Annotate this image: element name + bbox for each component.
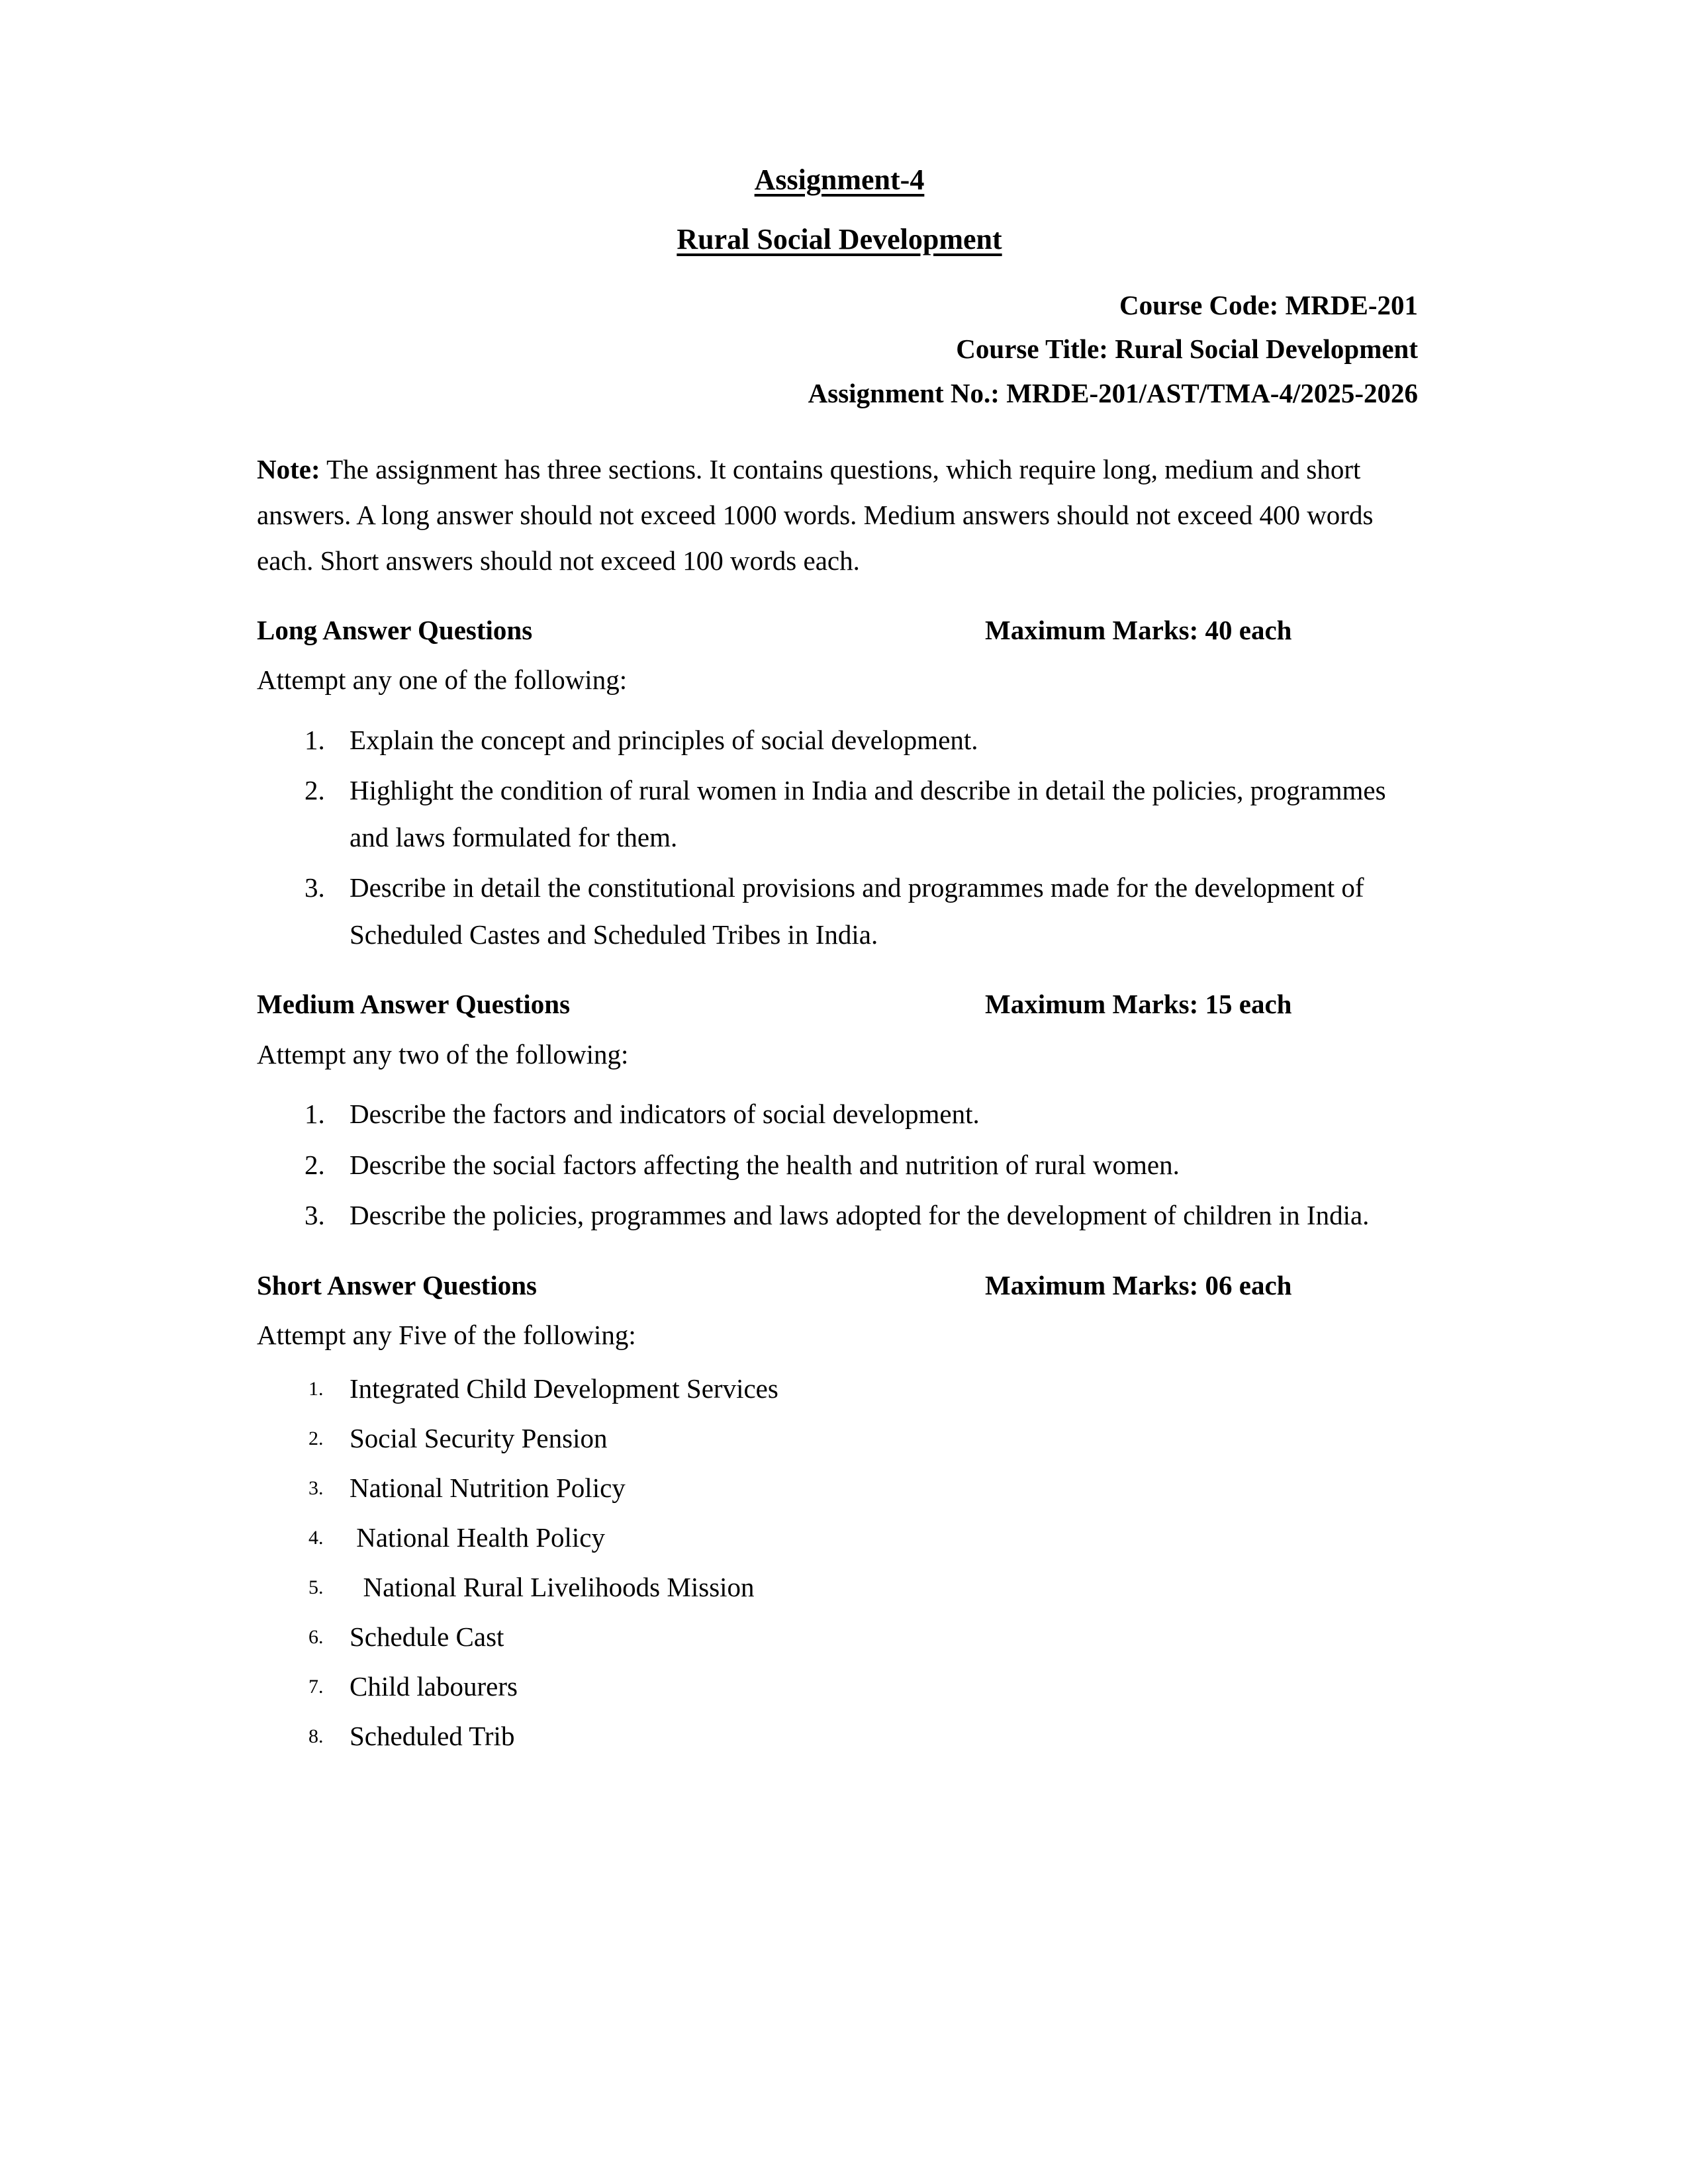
list-item-number: 1. — [305, 1099, 325, 1130]
list-item-number: 3. — [308, 1477, 324, 1500]
short-answer-title: Short Answer Questions — [257, 1269, 537, 1300]
list-item-text: Describe the social factors affecting the health and nutrition of rural women. — [350, 1149, 1180, 1180]
list-item — [257, 717, 1422, 764]
list-item-number: 6. — [308, 1626, 324, 1649]
assignment-heading-text: Assignment-4 — [754, 163, 925, 196]
list-item — [257, 1375, 1422, 1402]
course-heading — [257, 225, 1422, 254]
medium-answer-title: Medium Answer Questions — [257, 989, 571, 1020]
long-answer-marks: Maximum Marks: 40 each — [985, 614, 1292, 645]
list-item-number: 4. — [308, 1527, 324, 1549]
list-item — [257, 1723, 1422, 1750]
list-item — [257, 1425, 1422, 1452]
assignment-heading — [257, 165, 1422, 195]
document-content — [257, 165, 1422, 1772]
list-item-text: Describe in detail the constitutional provisions and programmes made for the development of Scheduled Castes and Scheduled Tribes in India. — [350, 872, 1364, 950]
list-item-text: Social Security Pension — [350, 1423, 608, 1454]
course-heading-text: Rural Social Development — [677, 223, 1002, 255]
list-item — [257, 1475, 1422, 1502]
course-meta-block — [257, 283, 1422, 415]
list-item-text: National Health Policy — [350, 1522, 605, 1553]
list-item — [257, 1192, 1422, 1239]
list-item-text: Describe the policies, programmes and laws adopted for the development of children in India. — [350, 1200, 1370, 1231]
long-answer-section-header — [257, 613, 1422, 648]
list-item-number: 1. — [308, 1378, 324, 1400]
list-item-text: Describe the factors and indicators of social development. — [350, 1099, 980, 1130]
list-item-text: Schedule Cast — [350, 1621, 504, 1653]
short-answer-marks: Maximum Marks: 06 each — [985, 1269, 1292, 1300]
list-item-number: 3. — [305, 872, 325, 903]
list-item-number: 1. — [305, 724, 325, 755]
list-item-text: Child labourers — [350, 1671, 518, 1702]
long-answer-list — [257, 717, 1422, 958]
list-item-text: Integrated Child Development Services — [350, 1373, 778, 1404]
list-item-number: 8. — [308, 1725, 324, 1748]
list-item-number: 5. — [308, 1576, 324, 1599]
list-item-number: 2. — [308, 1428, 324, 1450]
list-item — [257, 1623, 1422, 1651]
list-item — [257, 864, 1422, 958]
note-paragraph — [257, 447, 1422, 584]
list-item-text: Scheduled Trib — [350, 1721, 515, 1752]
heading-spacer — [257, 195, 1422, 225]
course-code: Course Code: MRDE-201 — [1119, 290, 1418, 320]
list-item-text: National Rural Livelihoods Mission — [350, 1572, 755, 1603]
list-item — [257, 767, 1422, 860]
short-answer-list — [257, 1375, 1422, 1750]
list-item — [257, 1091, 1422, 1138]
list-item — [257, 1673, 1422, 1700]
list-item — [257, 1142, 1422, 1189]
note-label: Note: — [257, 454, 320, 485]
note-text: The assignment has three sections. It contains questions, which require long, medium and short answers. A long answer should not exceed 1000 words. Medium answers should not exceed 400 words each. Short answers should not exceed 100 words each. — [257, 454, 1374, 576]
long-answer-title: Long Answer Questions — [257, 614, 533, 645]
medium-answer-list — [257, 1091, 1422, 1239]
list-item-text: Highlight the condition of rural women in India and describe in detail the policies, programmes and laws formulated for them. — [350, 775, 1386, 852]
list-item — [257, 1574, 1422, 1601]
list-item-number: 3. — [305, 1200, 325, 1231]
list-item-number: 2. — [305, 1149, 325, 1180]
course-title: Course Title: Rural Social Development — [956, 334, 1418, 365]
list-item-text: National Nutrition Policy — [350, 1473, 626, 1504]
long-answer-attempt: Attempt any one of the following: — [257, 664, 628, 696]
assignment-number: Assignment No.: MRDE-201/AST/TMA-4/2025-2026 — [808, 377, 1418, 408]
short-answer-section-header — [257, 1268, 1422, 1303]
list-item-number: 7. — [308, 1676, 324, 1698]
list-item — [257, 1524, 1422, 1551]
medium-answer-section-header — [257, 987, 1422, 1022]
list-item-number: 2. — [305, 775, 325, 806]
medium-answer-attempt: Attempt any two of the following: — [257, 1038, 629, 1069]
list-item-text: Explain the concept and principles of social development. — [350, 724, 978, 755]
short-answer-attempt: Attempt any Five of the following: — [257, 1319, 636, 1350]
medium-answer-marks: Maximum Marks: 15 each — [985, 989, 1292, 1020]
